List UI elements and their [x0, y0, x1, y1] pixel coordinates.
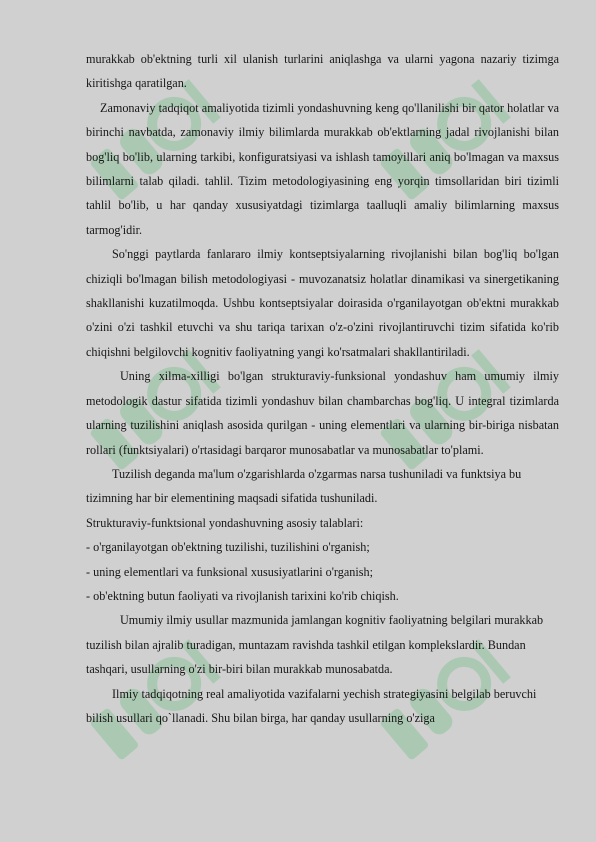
- paragraph-6: Umumiy ilmiy usullar mazmunida jamlangan kognitiv faoliyatning belgilari murakkab tuzilish bilan ajralib turadigan, muntazam ravishda tashkil etilgan komplekslardir. Bundan tashqari, usullarning o'zi bir-biri bilan murakkab munosabatda.: [86, 613, 544, 677]
- paragraph-4: Uning xilma-xilligi bo'lgan strukturaviy-funksional yondashuv ham umumiy ilmiy metodologik dastur sifatida tizimli yondashuv bilan chambarchas bog'liq. U integral tizimlarda ularning tuzilishini aniqlash asosida qurilgan - uning elementlari va ularning bir-biriga nisbatan rollari (funktsiyalari) o'rtasidagi barqaror munosabatlar va munosabatlar to'plami.: [86, 369, 559, 457]
- paragraph-1: murakkab ob'ektning turli xil ulanish turlarini aniqlashga va ularni yagona nazariy tizimga kiritishga qaratilgan.: [86, 52, 559, 91]
- paragraph-2: Zamonaviy tadqiqot amaliyotida tizimli yondashuvning keng qo'llanilishi bir qator holatlar va birinchi navbatda, zamonaviy ilmiy bilimlarda murakkab ob'ektlarning jadal rivojlanishi bilan bog'liq bo'lib, ularning tarkibi, konfiguratsiyasi va ishlash tamoyillari aniq bo'lmagan va maxsus bilimlarni talab qiladi. tahlil. Tizim metodologiyasining eng yorqin timsollaridan biri tizimli tahlil bo'lib, u har qanday xususiyatdagi tizimlarga taalluqli amaliy bilimlarning maxsus tarmog'idir.: [86, 100, 559, 237]
- document-body: [86, 47, 559, 730]
- paragraph-5: Tuzilish deganda ma'lum o'zgarishlarda o'zgarmas narsa tushuniladi va funktsiya bu tizimning har bir elementining maqsadi sifatida tushuniladi.: [86, 466, 522, 506]
- list-item: - o'rganilayotgan ob'ektning tuzilishi, tuzilishini o'rganish;: [86, 540, 370, 555]
- list-item: - ob'ektning butun faoliyati va rivojlanish tarixini ko'rib chiqish.: [86, 588, 399, 603]
- paragraph-3: So'nggi paytlarda fanlararo ilmiy kontseptsiyalarning rivojlanishi bilan bog'liq bo'lgan chiziqli bo'lmagan bilish metodologiyasi - muvozanatsiz holatlar dinamikasi va sinergetikaning shakllanishi kuzatilmoqda. Ushbu kontseptsiyalar doirasida o'rganilayotgan ob'ektni murakkab o'zini o'zi tashkil etuvchi va shu tariqa tarixan o'z-o'zini rivojlantiruvchi tizim sifatida ko'rib chiqishni belgilovchi kognitiv faoliyatning yangi ko'rsatmalari shakllantiriladi.: [86, 247, 559, 359]
- list-item: - uning elementlari va funksional xususiyatlarini o'rganish;: [86, 564, 373, 579]
- paragraph-7: Ilmiy tadqiqotning real amaliyotida vazifalarni yechish strategiyasini belgilab beruvchi bilish usullari qo`llanadi. Shu bilan birga, har qanday usullarning o'ziga: [86, 686, 537, 725]
- requirements-heading: Strukturaviy-funktsional yondashuvning asosiy talablari:: [86, 515, 364, 530]
